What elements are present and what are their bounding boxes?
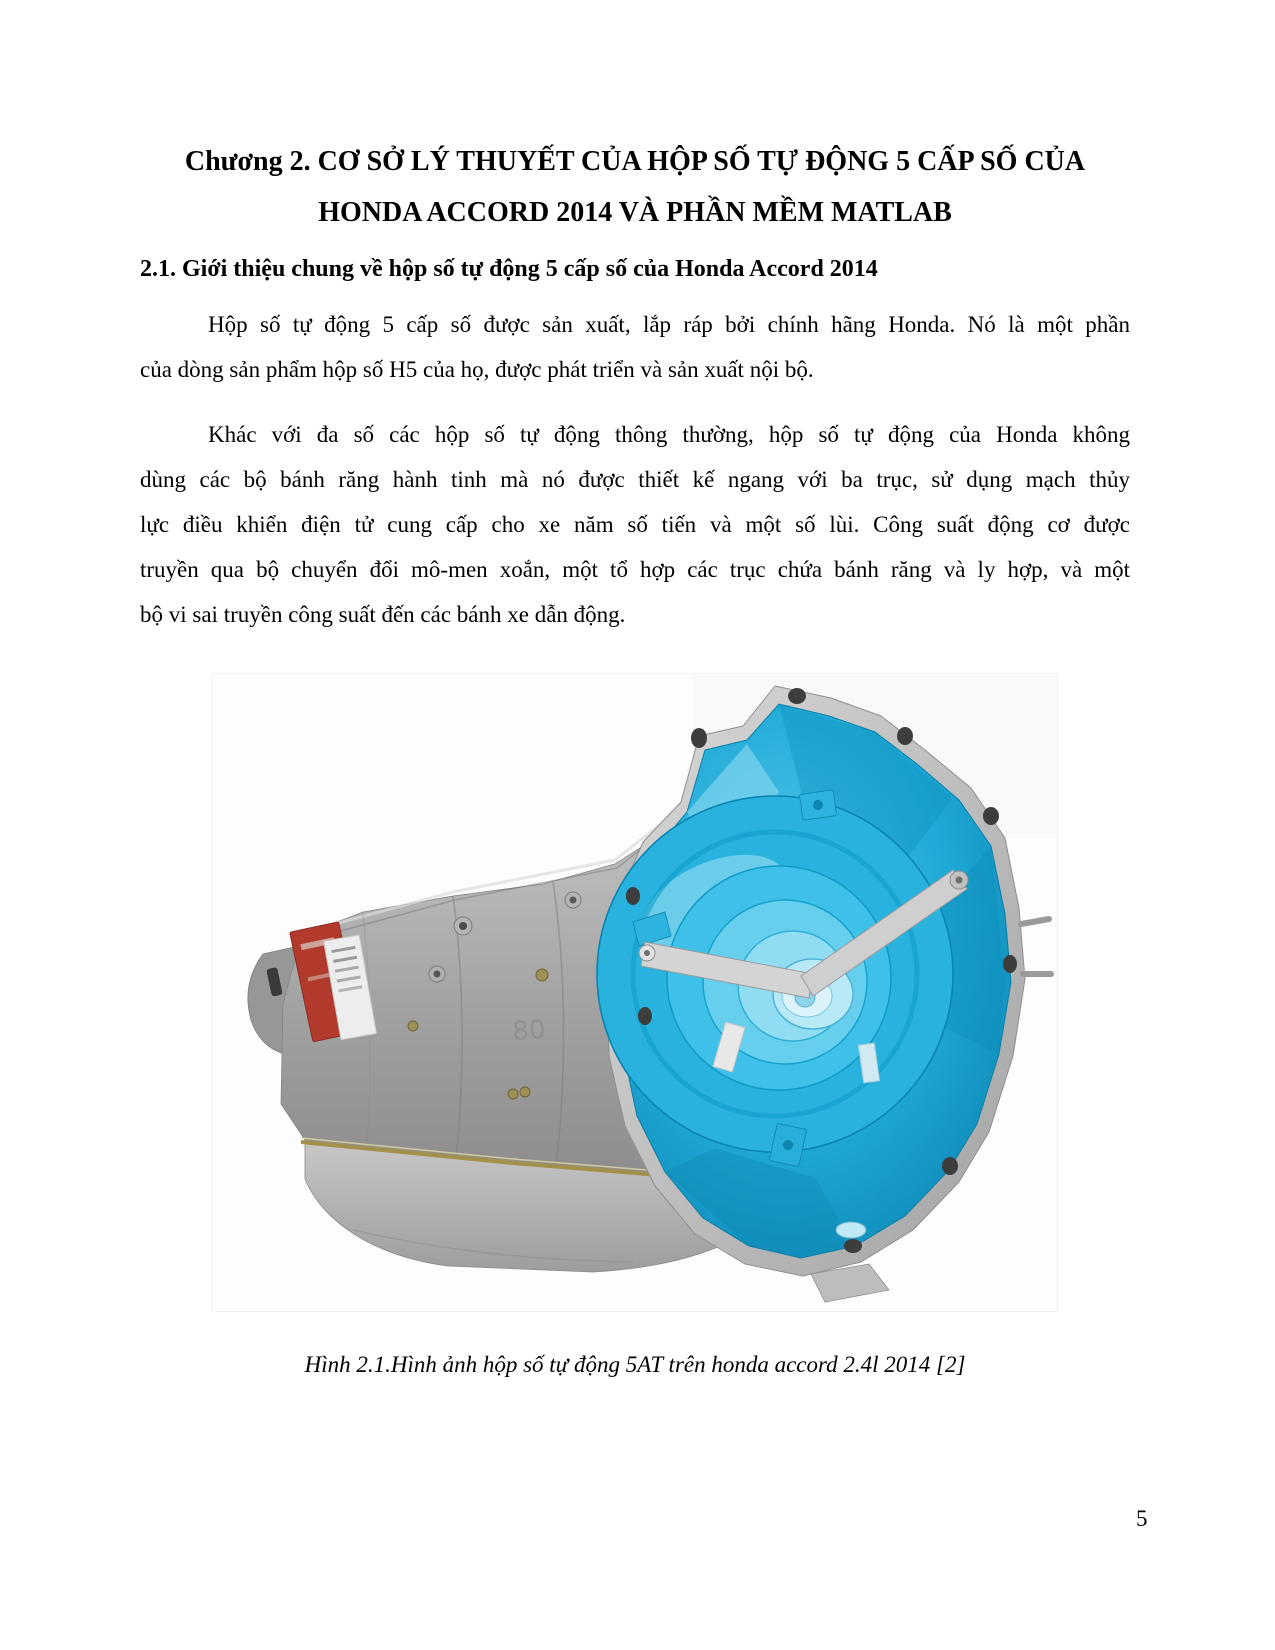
chapter-title-line1: Chương 2. CƠ SỞ LÝ THUYẾT CỦA HỘP SỐ TỰ ĐỘNG 5 CẤP SỐ CỦA xyxy=(184,146,1086,177)
page-number: 5 xyxy=(1136,1506,1148,1531)
transmission-photo xyxy=(213,674,1057,1311)
svg-text:80: 80 xyxy=(511,1014,547,1047)
figure-caption: Hình 2.1.Hình ảnh hộp số tự động 5AT trên honda accord 2.4l 2014 [2] xyxy=(304,1352,966,1377)
section-heading: 2.1. Giới thiệu chung về hộp số tự động 5 cấp số của Honda Accord 2014 xyxy=(140,256,878,282)
figure-2-1 xyxy=(212,673,1058,1312)
paragraph-2-line-5: bộ vi sai truyền công suất đến các bánh xe dẫn động. xyxy=(140,602,626,627)
paragraph-1-line-2: của dòng sản phẩm hộp số H5 của họ, được phát triển và sản xuất nội bộ. xyxy=(140,357,814,382)
chapter-title-line2: HONDA ACCORD 2014 VÀ PHẦN MỀM MATLAB xyxy=(318,197,952,228)
paragraph-2-line-4: truyền qua bộ chuyển đổi mô-men xoắn, một tổ hợp các trục chứa bánh răng và ly hợp, và một xyxy=(140,557,1130,582)
paragraph-1-line-1: Hộp số tự động 5 cấp số được sản xuất, lắp ráp bởi chính hãng Honda. Nó là một phần xyxy=(208,312,1130,337)
paragraph-2-line-2: dùng các bộ bánh răng hành tinh mà nó được thiết kế ngang với ba trục, sử dụng mạch thủy xyxy=(140,467,1130,492)
paragraph-2-line-3: lực điều khiển điện tử cung cấp cho xe năm số tiến và một số lùi. Công suất động cơ được xyxy=(140,512,1130,537)
paragraph-2-line-1: Khác với đa số các hộp số tự động thông thường, hộp số tự động của Honda không xyxy=(208,422,1130,447)
